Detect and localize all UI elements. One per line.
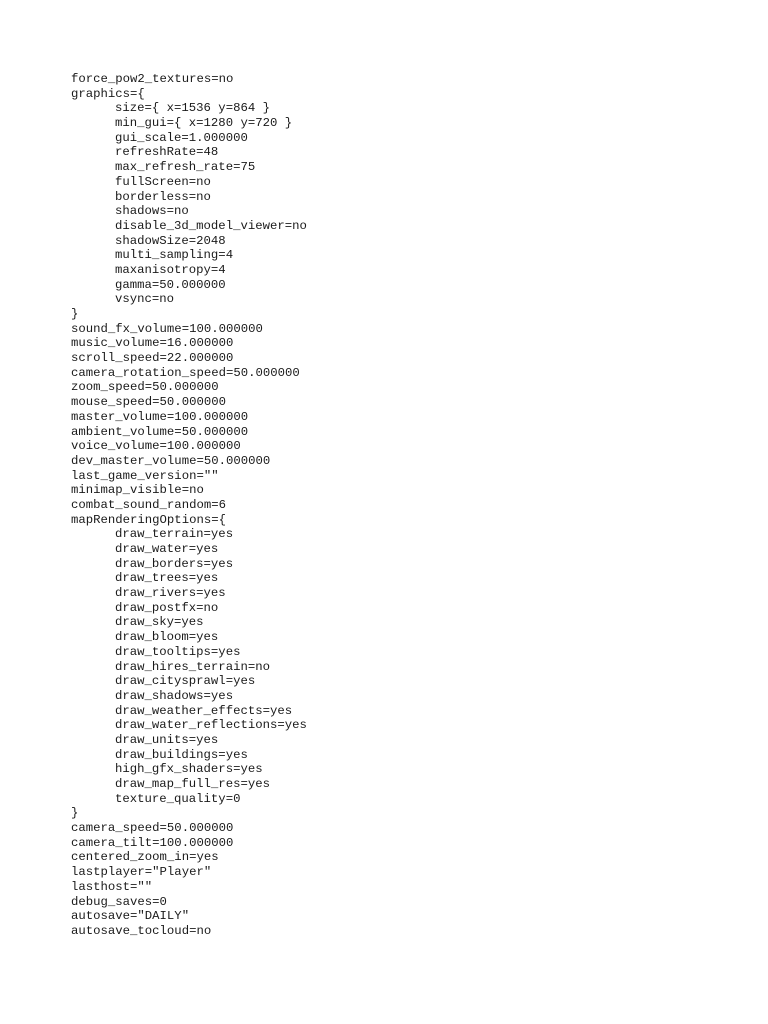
- document-line: last_game_version="": [71, 468, 219, 483]
- document-line: draw_postfx=no: [115, 600, 219, 615]
- document-line: dev_master_volume=50.000000: [71, 453, 271, 468]
- document-line: centered_zoom_in=yes: [71, 850, 219, 865]
- document-line: fullScreen=no: [115, 174, 211, 189]
- document-line: min_gui={ x=1280 y=720 }: [115, 116, 293, 131]
- document-line: draw_water=yes: [115, 542, 219, 556]
- document-line: voice_volume=100.000000: [71, 439, 241, 454]
- document-line: max_refresh_rate=75: [115, 160, 256, 175]
- document-line: shadows=no: [115, 204, 189, 219]
- document-line: combat_sound_random=6: [71, 497, 226, 512]
- document-line: draw_weather_effects=yes: [115, 703, 293, 718]
- document-line: minimap_visible=no: [71, 483, 204, 498]
- document-line: sound_fx_volume=100.000000: [71, 321, 263, 336]
- document-line: shadowSize=2048: [115, 233, 226, 248]
- document-line: draw_sky=yes: [115, 615, 204, 630]
- document-line: }: [71, 806, 79, 821]
- document-line: draw_hires_terrain=no: [115, 659, 270, 674]
- document-line: high_gfx_shaders=yes: [115, 762, 263, 777]
- document-line: ambient_volume=50.000000: [71, 424, 249, 439]
- document-line: gui_scale=1.000000: [115, 130, 248, 145]
- document-line: maxanisotropy=4: [115, 262, 226, 277]
- document-line: master_volume=100.000000: [71, 409, 249, 424]
- settings-document: [71, 72, 307, 939]
- document-line: mapRenderingOptions={: [71, 512, 226, 527]
- document-line: draw_terrain=yes: [115, 527, 234, 542]
- document-line: refreshRate=48: [115, 145, 219, 160]
- document-line: texture_quality=0: [115, 791, 241, 806]
- document-line: draw_borders=yes: [115, 556, 234, 571]
- document-line: lasthost="": [71, 879, 153, 894]
- document-line: camera_speed=50.000000: [71, 821, 234, 836]
- document-line: gamma=50.000000: [115, 277, 226, 292]
- document-line: draw_tooltips=yes: [115, 644, 241, 659]
- document-line: vsync=no: [115, 292, 175, 307]
- document-line: music_volume=16.000000: [71, 336, 234, 351]
- document-line: draw_bloom=yes: [115, 630, 219, 645]
- document-line: draw_map_full_res=yes: [115, 777, 270, 791]
- document-line: draw_rivers=yes: [115, 586, 226, 601]
- document-line: }: [71, 307, 79, 321]
- document-line: draw_buildings=yes: [115, 747, 248, 762]
- document-line: mouse_speed=50.000000: [71, 395, 226, 410]
- document-line: draw_shadows=yes: [115, 688, 234, 703]
- document-line: draw_units=yes: [115, 732, 219, 747]
- document-line: lastplayer="Player": [71, 865, 212, 880]
- document-line: autosave="DAILY": [71, 909, 190, 924]
- document-line: force_pow2_textures=no: [71, 72, 234, 86]
- document-line: camera_rotation_speed=50.000000: [71, 365, 300, 380]
- document-line: zoom_speed=50.000000: [71, 380, 219, 395]
- document-line: autosave_tocloud=no: [71, 923, 212, 938]
- document-line: disable_3d_model_viewer=no: [115, 218, 307, 233]
- document-line: draw_trees=yes: [115, 571, 219, 586]
- document-line: camera_tilt=100.000000: [71, 835, 234, 850]
- document-line: debug_saves=0: [71, 894, 167, 909]
- document-line: size={ x=1536 y=864 }: [115, 101, 270, 116]
- document-line: graphics={: [71, 86, 145, 101]
- document-line: borderless=no: [115, 189, 211, 204]
- document-line: draw_water_reflections=yes: [115, 718, 307, 733]
- document-line: draw_citysprawl=yes: [115, 674, 256, 689]
- document-line: multi_sampling=4: [115, 248, 234, 263]
- document-line: scroll_speed=22.000000: [71, 351, 234, 366]
